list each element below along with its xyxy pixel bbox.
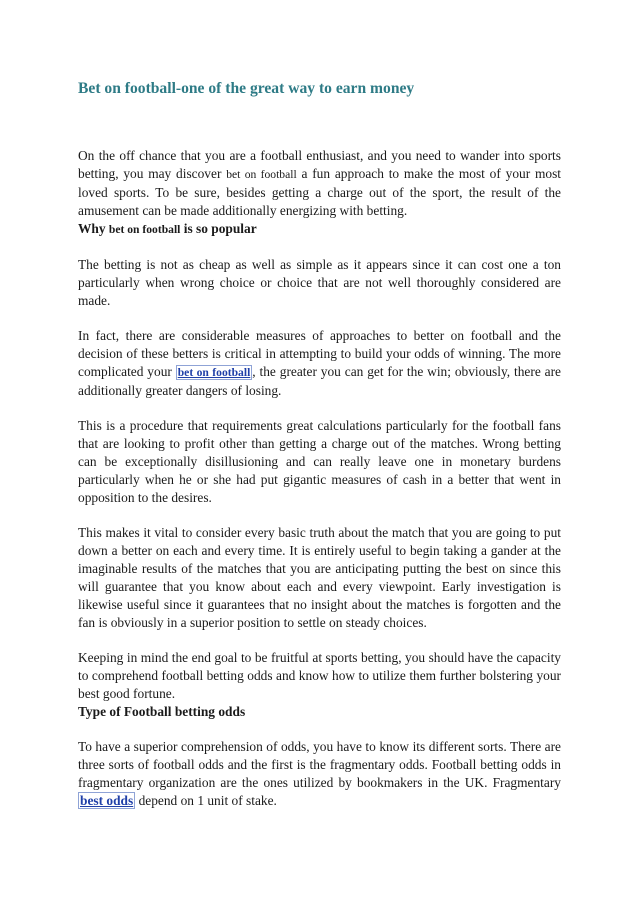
paragraph-3-text-a: In fact, there are considerable measures of approaches to better on football and the decision of these betters is critical in attempting to build your odds of winning. The more complicated your (78, 328, 561, 379)
best-odds-link[interactable]: best odds (80, 793, 134, 808)
paragraph-1-inline-keyword: bet on football (226, 168, 297, 181)
paragraph-6: Keeping in mind the end goal to be fruitful at sports betting, you should have the capacity to comprehend football betting odds and know how to utilize them further bolstering your best good fortune. (78, 650, 561, 701)
paragraph-7-text-a: To have a superior comprehension of odds, you have to know its different sorts. There are three sorts of football odds and the first is the fragmentary odds. Football betting odds in fragmentary organization are the ones utilized by bookmakers in the UK. Fragmentary (78, 739, 561, 790)
heading-1-text-a: Why (78, 221, 109, 236)
paragraph-3-text-b: , the greater you can get for the win; obviously, there are additionally greater dangers of losing. (78, 364, 561, 398)
paragraph-1-text-b: a fun approach to make the most of your most loved sports. To be sure, besides getting a charge out of the sport, the result of the amusement can be made additionally energizing with betting. (78, 166, 561, 218)
paragraph-7-text-b: depend on 1 unit of stake. (135, 793, 277, 808)
paragraph-1-text-a: On the off chance that you are a football enthusiast, and you need to wander into sports betting, you may discover (78, 148, 561, 181)
bet-on-football-link[interactable]: bet on football (177, 366, 251, 379)
paragraph-2: The betting is not as cheap as well as simple as it appears since it can cost one a ton particularly when wrong choice or choice that are not well thoroughly considered are made. (78, 257, 561, 308)
document-body (78, 147, 561, 810)
paragraph-4: This is a procedure that requirements great calculations particularly for the football fans that are looking to profit other than getting a charge out of the matches. Wrong betting can be exceptionally disillusioning and can really leave one in monetary burdens particularly when he or she had put gigantic measures of cash in a better that went in opposition to the desires. (78, 418, 561, 505)
paragraph-3 (78, 327, 561, 400)
heading-1-inline-keyword: bet on football (108, 223, 181, 236)
section-heading-odds-types: Type of Football betting odds (78, 704, 246, 719)
heading-1-text-b: is so popular (180, 221, 257, 236)
document-title: Bet on football-one of the great way to earn money (78, 80, 415, 97)
paragraph-5: This makes it vital to consider every basic truth about the match that you are going to put down a better on each and every time. It is entirely useful to begin taking a gander at the imaginable results of the matches that you are anticipating putting the best on since this will guarantee that you know about each and every viewpoint. Early investigation is likewise useful since it guarantees that no insight about the matches is forgotten and the fan is obviously in a superior position to settle on steady choices. (78, 525, 561, 630)
section-heading-why-popular (78, 220, 561, 239)
paragraph-7 (78, 738, 561, 810)
paragraph-1 (78, 147, 561, 220)
